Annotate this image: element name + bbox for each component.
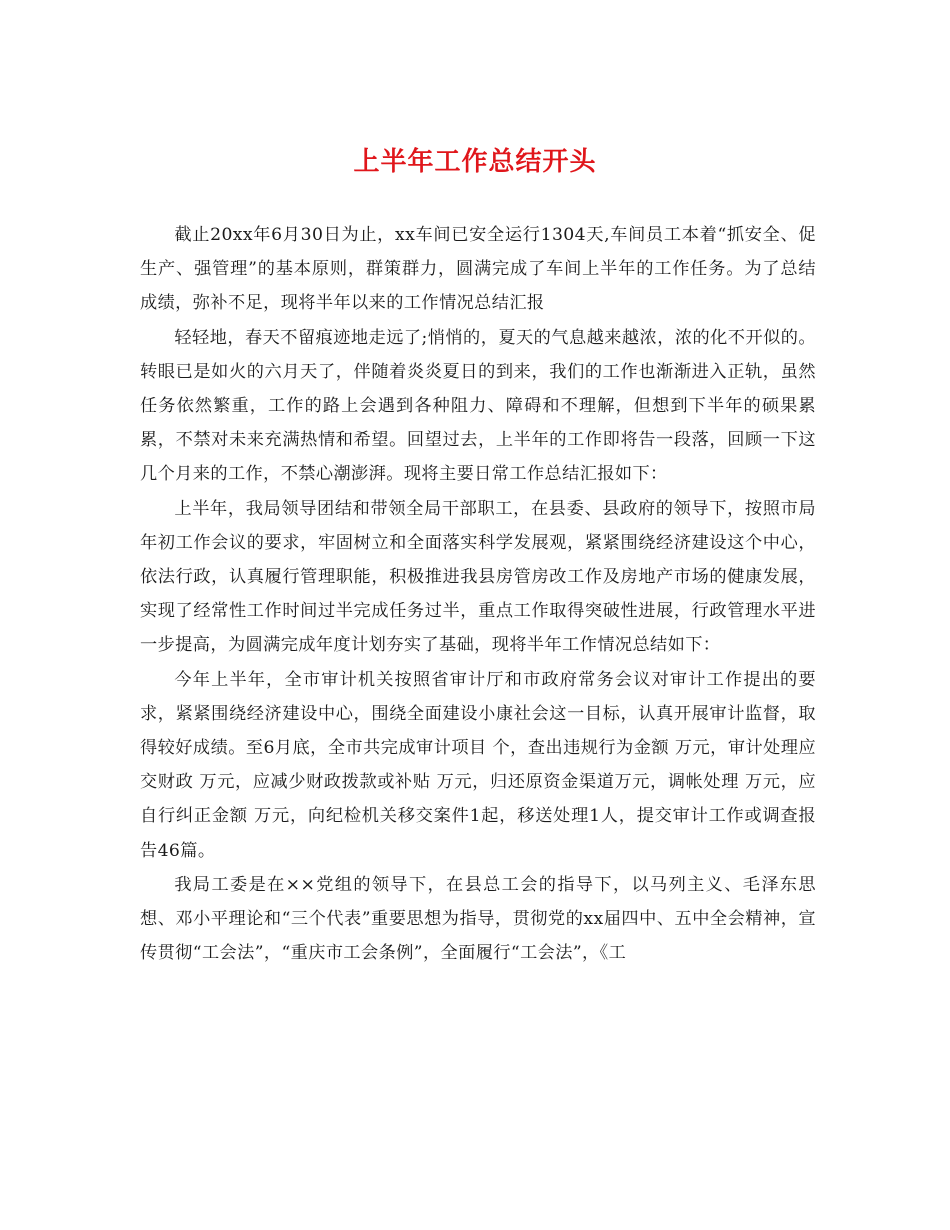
document-title: 上半年工作总结开头 xyxy=(353,147,597,177)
paragraph: 今年上半年，全市审计机关按照省审计厅和市政府常务会议对审计工作提出的要求，紧紧围绕经济建设中心，围绕全面建设小康社会这一目标，认真开展审计监督，取得较好成绩。至6月底，全市共完成审计项目 个，查出违规行为金额 万元，审计处理应交财政 万元，应减少财政拨款或补贴 万元，归还原资金渠道万元，调帐处理 万元，应自行纠正金额 万元，向纪检机关移交案件1起，移送处理1人，提交审计工作或调查报告46篇。 xyxy=(140,669,816,861)
paragraph: 轻轻地，春天不留痕迹地走远了;悄悄的，夏天的气息越来越浓，浓的化不开似的。转眼已是如火的六月天了，伴随着炎炎夏日的到来，我们的工作也渐渐进入正轨，虽然任务依然繁重，工作的路上会遇到各种阻力、障碍和不理解，但想到下半年的硕果累累，不禁对未来充满热情和希望。回望过去，上半年的工作即将告一段落，回顾一下这几个月来的工作，不禁心潮澎湃。现将主要日常工作总结汇报如下： xyxy=(140,327,816,485)
paragraph: 上半年，我局领导团结和带领全局干部职工，在县委、县政府的领导下，按照市局年初工作会议的要求，牢固树立和全面落实科学发展观，紧紧围绕经济建设这个中心，依法行政，认真履行管理职能，积极推进我县房管房改工作及房地产市场的健康发展，实现了经常性工作时间过半完成任务过半，重点工作取得突破性进展，行政管理水平进一步提高，为圆满完成年度计划夯实了基础，现将半年工作情况总结如下： xyxy=(140,498,816,656)
paragraph: 截止20xx年6月30日为止，xx车间已安全运行1304天,车间员工本着“抓安全、促生产、强管理”的基本原则，群策群力，圆满完成了车间上半年的工作任务。为了总结成绩，弥补不足，现将半年以来的工作情况总结汇报 xyxy=(140,225,816,314)
paragraph: 我局工委是在××党组的领导下，在县总工会的指导下，以马列主义、毛泽东思想、邓小平理论和“三个代表”重要思想为指导，贯彻党的xx届四中、五中全会精神，宣传贯彻“工会法”，“重庆市工会条例”，全面履行“工会法”，《工 xyxy=(140,874,816,964)
document-body xyxy=(140,218,816,970)
